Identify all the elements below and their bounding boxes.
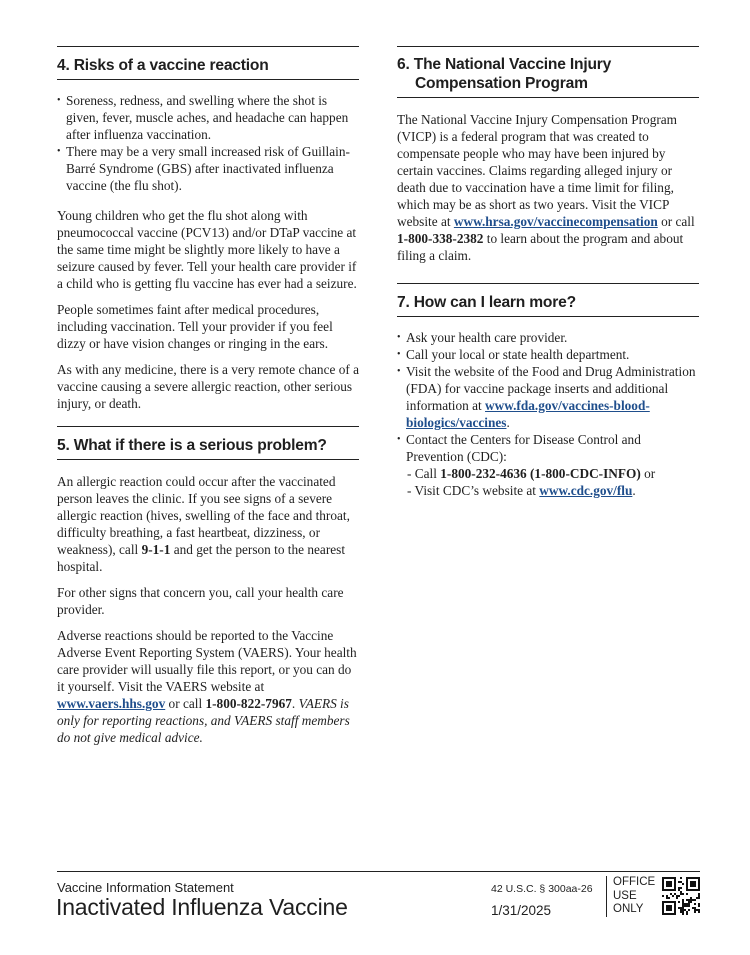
list-item: • Soreness, redness, and swelling where the shot is given, fever, muscle aches, and headache can happen after influenza vaccination. (57, 92, 359, 143)
list-item: • Contact the Centers for Disease Control and Prevention (CDC): - Call 1-800-232-4636 (1-800-CDC-INFO) or - Visit CDC’s website at www.cdc.gov/flu. (397, 431, 699, 499)
left-column (57, 46, 359, 755)
office-use-box: OFFICE USE ONLY (606, 876, 663, 917)
list-item: • There may be a very small increased risk of Guillain-Barré Syndrome (GBS) after inactivated influenza vaccine (the flu shot). (57, 143, 359, 194)
section-7-heading: 7. How can I learn more? (397, 284, 699, 317)
vicp-phone: 1-800-338-2382 (397, 231, 484, 246)
cdc-link[interactable]: www.cdc.gov/flu (539, 483, 633, 498)
other-signs-paragraph: For other signs that concern you, call your health care provider. (57, 585, 344, 617)
risks-list (57, 92, 359, 194)
section-5-heading: 5. What if there is a serious problem? (57, 427, 359, 460)
statute-code: 42 U.S.C. § 300aa-26 (491, 883, 593, 895)
vaers-paragraph: Adverse reactions should be reported to the Vaccine Adverse Event Reporting System (VAERS). Your health care provider will usually file this report, or you can do it yourself. Visit the VAERS website at www.vaers.hhs.gov or call 1-800-822-7967. VAERS is only for reporting reactions, and VAERS staff members do not give medical advice. (57, 628, 357, 745)
section-6-heading: 6. The National Vaccine Injury Compensation Program (397, 47, 699, 98)
emergency-number: 9-1-1 (141, 542, 171, 557)
vaers-note: VAERS is only for reporting reactions, and VAERS staff members do not give medical advice. (57, 696, 350, 745)
list-item: • Ask your health care provider. (397, 329, 699, 346)
list-item: • Call your local or state health department. (397, 346, 699, 363)
section-risks (57, 46, 359, 412)
fda-link[interactable]: www.fda.gov/vaccines-blood-biologics/vaccines (406, 398, 650, 430)
cdc-visit-line: - Visit CDC’s website at www.cdc.gov/flu. (407, 483, 636, 498)
footer-title: Inactivated Influenza Vaccine (56, 894, 348, 920)
cdc-call-line: - Call 1-800-232-4636 (1-800-CDC-INFO) or (407, 466, 656, 481)
footer-label: Vaccine Information Statement (57, 880, 234, 895)
cdc-phone: 1-800-232-4636 (1-800-CDC-INFO) (440, 466, 641, 481)
learn-more-list (397, 329, 699, 499)
vis-date: 1/31/2025 (491, 903, 552, 918)
section-serious-problem (57, 426, 359, 746)
vicp-link[interactable]: www.hrsa.gov/vaccinecompensation (453, 214, 658, 229)
vaers-link[interactable]: www.vaers.hhs.gov (57, 696, 166, 711)
list-item: • Visit the website of the Food and Drug Administration (FDA) for vaccine package inserts and additional information at www.fda.gov/vaccines-blood-biologics/vaccines. (397, 363, 699, 431)
allergic-reaction-paragraph: As with any medicine, there is a very remote chance of a vaccine causing a severe allergic reaction, other serious injury, or death. (57, 362, 360, 411)
section-vicp (397, 46, 699, 264)
section-learn-more (397, 283, 699, 499)
qr-code-icon (662, 877, 700, 915)
vaers-phone: 1-800-822-7967 (205, 696, 292, 711)
emergency-paragraph: An allergic reaction could occur after the vaccinated person leaves the clinic. If you see signs of a severe allergic reaction (hives, swelling of the face and throat, difficulty breathing, a fast heartbeat, dizziness, or weakness), call 9-1-1 and get the person to the nearest hospital. (57, 474, 350, 574)
right-column (397, 46, 699, 509)
section-4-heading: 4. Risks of a vaccine reaction (57, 47, 359, 80)
vicp-paragraph: The National Vaccine Injury Compensation Program (VICP) is a federal program that was created to compensate people who may have been injured by certain vaccines. Claims regarding alleged injury or death due to vaccination have a time limit for filing, which may be as short as two years. Visit the VICP website at www.hrsa.gov/vaccinecompensation or call 1-800-338-2382 to learn about the program and about filing a claim. (397, 112, 695, 263)
children-seizure-paragraph: Young children who get the flu shot along with pneumococcal vaccine (PCV13) and/or DTaP vaccine at the same time might be slightly more likely to have a seizure caused by fever. Tell your health care provider if a child who is getting flu vaccine has ever had a seizure. (57, 208, 357, 291)
fainting-paragraph: People sometimes faint after medical procedures, including vaccination. Tell your provider if you feel dizzy or have vision changes or ringing in the ears. (57, 302, 333, 351)
footer-divider (57, 871, 700, 872)
